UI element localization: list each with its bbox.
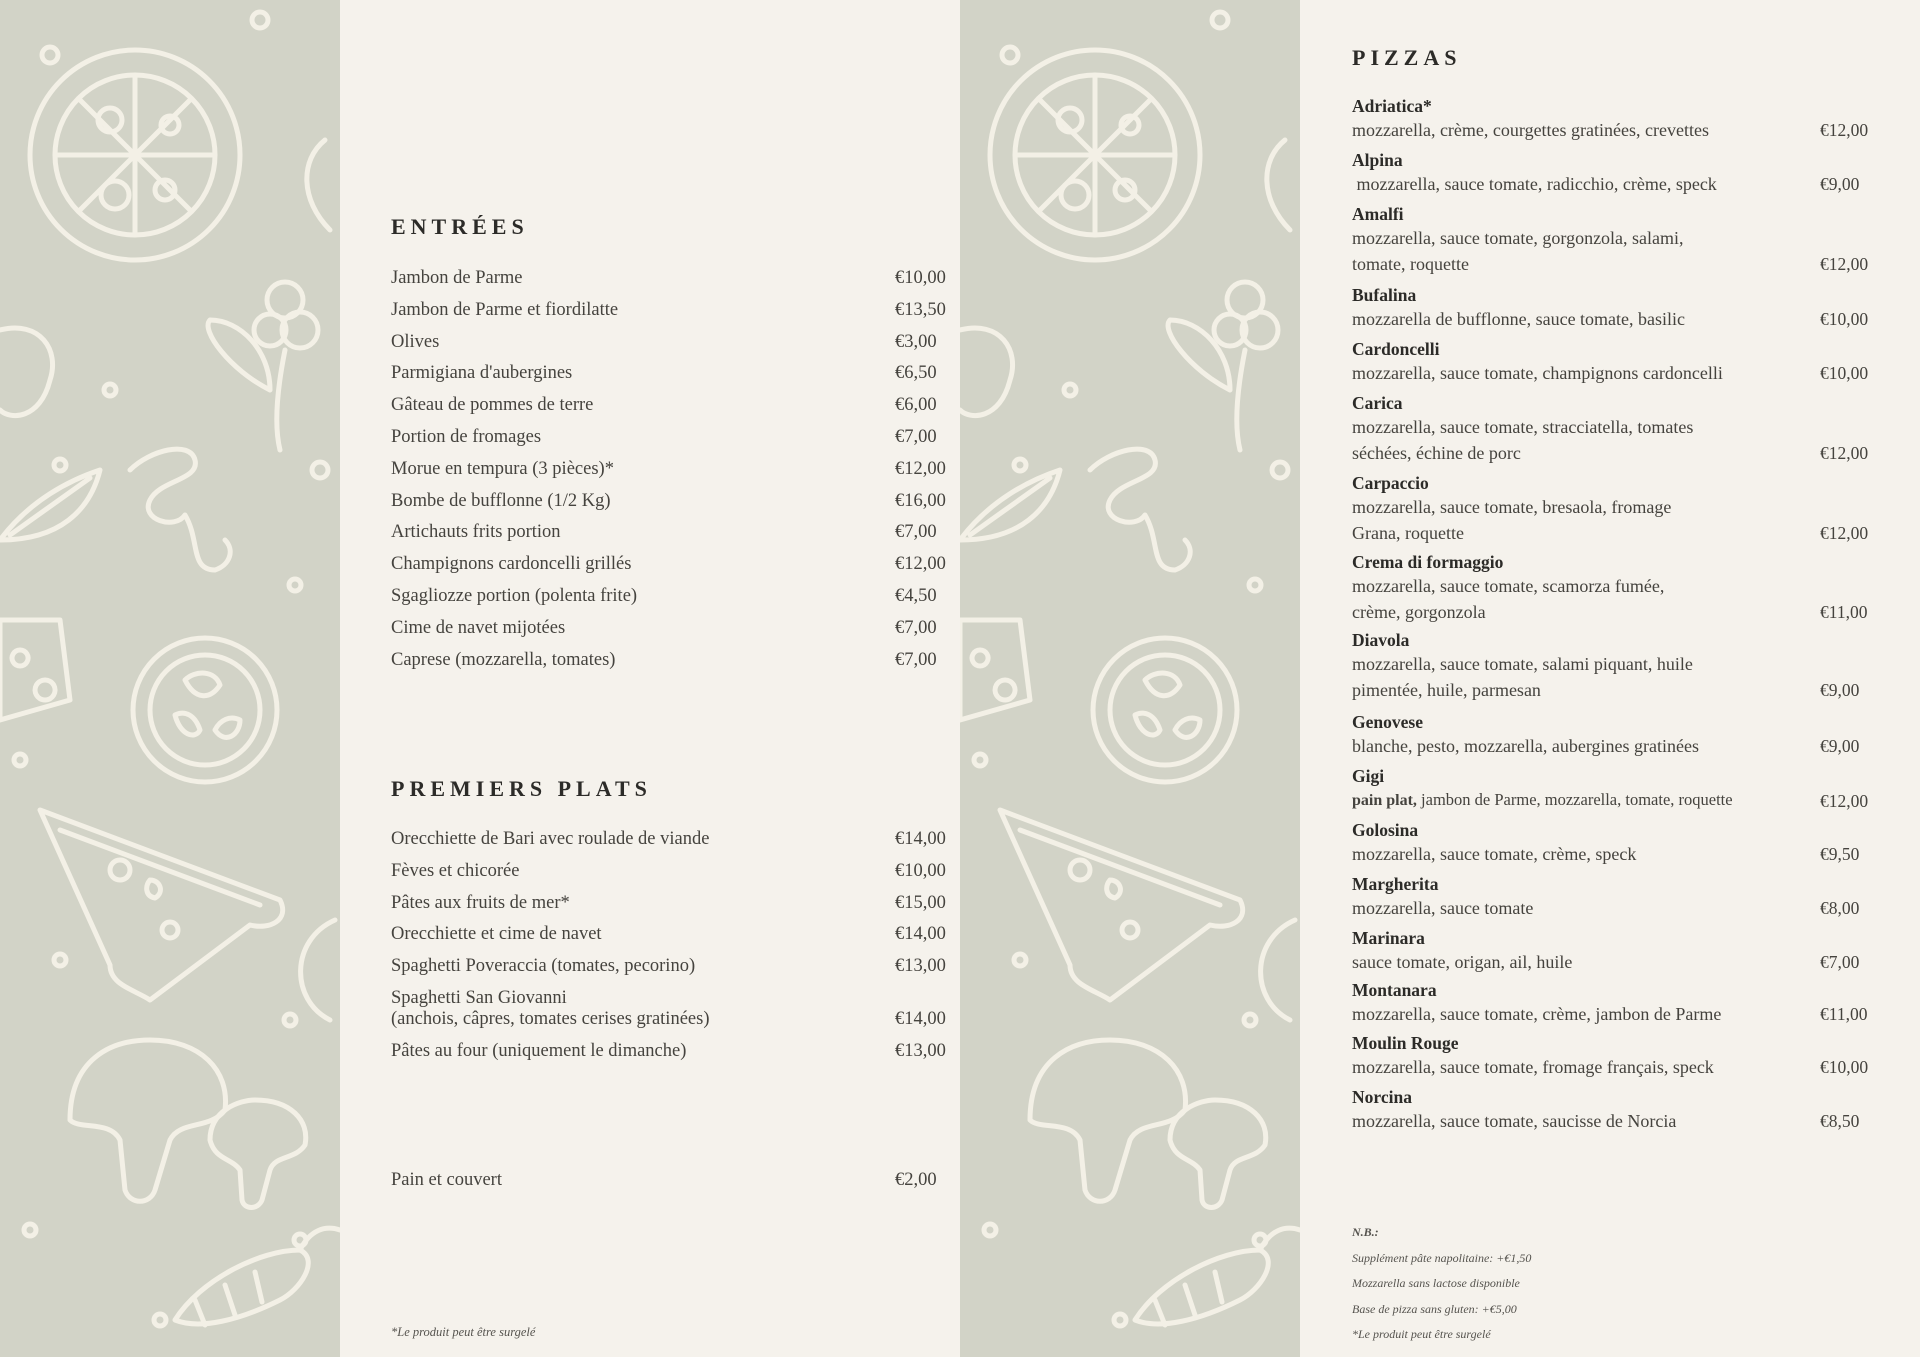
- pizza-row: [1352, 949, 1872, 975]
- menu-item: [391, 924, 947, 956]
- pizza-description: [1352, 949, 1792, 975]
- pizza-price: €12,00: [1820, 254, 1869, 274]
- premiers-plats-list: [391, 829, 947, 1073]
- pizza-description-line: mozzarella, sauce tomate, crème, speck: [1352, 844, 1637, 864]
- menu-item-name-line: Champignons cardoncelli grillés: [391, 554, 632, 575]
- menu-item-price: €13,00: [895, 1040, 946, 1061]
- pizza-item: [1352, 393, 1872, 466]
- premiers-plats-title: PREMIERS PLATS: [391, 776, 652, 801]
- note-line: Base de pizza sans gluten: +€5,00: [1352, 1301, 1517, 1316]
- cheese-doodle-icon: [0, 620, 70, 720]
- pizza-description: [1352, 414, 1792, 466]
- menu-item-name-line: Pâtes aux fruits de mer*: [391, 892, 570, 913]
- tomato-slice-doodle-icon: [133, 638, 277, 782]
- pizza-price: €12,00: [1820, 791, 1869, 811]
- menu-item-price: €6,00: [895, 395, 937, 416]
- cheese-doodle-icon: [960, 620, 1030, 720]
- pizza-description: [1352, 171, 1792, 197]
- menu-item-name: [391, 522, 561, 543]
- menu-item: [391, 956, 947, 988]
- pizza-item: [1352, 630, 1872, 703]
- pizza-description-line: mozzarella, sauce tomate, gorgonzola, salami,: [1352, 228, 1684, 248]
- menu-item-price: €4,50: [895, 585, 937, 606]
- pizza-row: [1352, 895, 1872, 921]
- pizza-description-line: mozzarella, sauce tomate, radicchio, crème, speck: [1352, 174, 1717, 194]
- menu-item-name: [391, 988, 709, 1030]
- menu-item-name-line: Parmigiana d'aubergines: [391, 363, 573, 384]
- menu-item-name-line: Morue en tempura (3 pièces)*: [391, 458, 614, 479]
- menu-item-name-line: Spaghetti San Giovanni: [391, 987, 567, 1008]
- menu-item: [391, 554, 947, 586]
- pizza-row: [1352, 1001, 1872, 1027]
- pizza-item: [1352, 473, 1872, 546]
- pizza-name: Alpina: [1352, 150, 1403, 170]
- pizza-row: [1352, 414, 1872, 466]
- pizza-name: Crema di formaggio: [1352, 552, 1504, 572]
- entrees-title: ENTRÉES: [391, 214, 529, 239]
- pizza-description: [1352, 733, 1792, 759]
- pizza-description-line: tomate, roquette: [1352, 254, 1469, 274]
- menu-item-name-line: Gâteau de pommes de terre: [391, 395, 594, 416]
- menu-item: [391, 300, 947, 332]
- menu-item: [391, 332, 947, 364]
- pizza-row: [1352, 573, 1872, 625]
- pattern-swirl-icon: [301, 140, 335, 1020]
- pizza-doodle-icon: [990, 50, 1200, 260]
- menu-item: [391, 618, 947, 650]
- pizza-name: Carpaccio: [1352, 473, 1429, 493]
- pizza-name: Adriatica*: [1352, 96, 1432, 116]
- pizza-description: [1352, 1001, 1792, 1027]
- menu-item: [391, 395, 947, 427]
- menu-item-name: [391, 300, 618, 321]
- pizza-item: [1352, 820, 1872, 867]
- pizza-price: €9,00: [1820, 680, 1860, 700]
- pizza-row: [1352, 787, 1872, 814]
- menu-item: [391, 491, 947, 523]
- menu-item-name-line: Jambon de Parme et fiordilatte: [391, 299, 619, 320]
- pizza-item: [1352, 1087, 1872, 1134]
- left-footnote: *Le produit peut être surgelé: [391, 1325, 536, 1339]
- pizza-name: Cardoncelli: [1352, 339, 1440, 359]
- menu-item-price: €13,50: [895, 299, 946, 320]
- notes-heading: N.B.:: [1352, 1225, 1379, 1239]
- pain-couvert-row: [391, 1170, 947, 1202]
- menu-item-name-line: Fèves et chicorée: [391, 860, 520, 881]
- menu-item-price: €16,00: [895, 490, 946, 511]
- note-line: Supplément pâte napolitaine: +€1,50: [1352, 1250, 1532, 1265]
- pizza-item: [1352, 874, 1872, 921]
- pizza-description: [1352, 494, 1792, 546]
- pizza-price: €11,00: [1820, 1004, 1868, 1024]
- pizza-name: Genovese: [1352, 712, 1423, 732]
- menu-item-name-line: Cime de navet mijotées: [391, 617, 566, 638]
- pizza-slice-doodle-icon: [1000, 810, 1243, 1000]
- pizza-description-line: mozzarella, sauce tomate, salami piquant, huile: [1352, 654, 1693, 674]
- menu-item-name-line: Caprese (mozzarella, tomates): [391, 649, 616, 670]
- pasta-doodle-icon: [1090, 449, 1190, 570]
- pizza-item: [1352, 150, 1872, 197]
- pizza-price: €9,00: [1820, 736, 1860, 756]
- pizza-description: [1352, 225, 1792, 277]
- food-doodle-pattern: [0, 0, 340, 1357]
- pizza-name: Marinara: [1352, 928, 1425, 948]
- menu-item: [391, 427, 947, 459]
- pizza-notes: [1352, 1220, 1531, 1348]
- menu-item-name: [391, 1041, 686, 1062]
- menu-item-name: [391, 650, 615, 671]
- menu-item: [391, 1041, 947, 1073]
- pizza-description-line: mozzarella, crème, courgettes gratinées, crevettes: [1352, 120, 1709, 140]
- pasta-doodle-icon: [130, 449, 230, 570]
- menu-item-price: €14,00: [895, 1008, 946, 1029]
- pizza-row: [1352, 306, 1872, 332]
- menu-item-name-line: Bombe de bufflonne (1/2 Kg): [391, 490, 611, 511]
- pizza-price: €7,00: [1820, 952, 1860, 972]
- menu-item-price: €7,00: [895, 617, 937, 638]
- pizza-description: [1352, 1054, 1792, 1080]
- pizza-description: [1352, 117, 1792, 143]
- menu-item: [391, 363, 947, 395]
- mushroom-doodle-icon: [960, 328, 1266, 1207]
- pizza-description-line: mozzarella, sauce tomate, bresaola, fromage: [1352, 497, 1672, 517]
- menu-item: [391, 268, 947, 300]
- menu-item-name: [391, 829, 709, 850]
- tomato-slice-doodle-icon: [1093, 638, 1237, 782]
- pizza-item: [1352, 928, 1872, 975]
- pizza-price: €8,00: [1820, 898, 1860, 918]
- pizza-item: [1352, 1033, 1872, 1080]
- pizza-price: €11,00: [1820, 602, 1868, 622]
- menu-item-name: [391, 427, 541, 448]
- pizza-description: [1352, 895, 1792, 921]
- pizza-description-line: mozzarella, sauce tomate, fromage français, speck: [1352, 1057, 1714, 1077]
- leaf-doodle-icon: [0, 470, 100, 540]
- pizza-item: [1352, 980, 1872, 1027]
- pizza-row: [1352, 1108, 1872, 1134]
- pizza-description-line: blanche, pesto, mozzarella, aubergines gratinées: [1352, 736, 1700, 756]
- menu-item-name: [391, 268, 523, 289]
- pizza-row: [1352, 841, 1872, 867]
- pepper-doodle-icon: [1135, 1228, 1300, 1325]
- pizza-name: Margherita: [1352, 874, 1439, 894]
- pizza-name: Montanara: [1352, 980, 1437, 1000]
- menu-item-price: €14,00: [895, 829, 946, 849]
- pizza-item: [1352, 712, 1872, 759]
- menu-item: [391, 988, 947, 1030]
- pizza-description: [1352, 360, 1792, 386]
- menu-item-name: [391, 395, 593, 416]
- pizza-item: [1352, 552, 1872, 625]
- menu-item-name: [391, 459, 614, 480]
- menu-item-name-line: Artichauts frits portion: [391, 522, 561, 543]
- entrees-list: [391, 268, 947, 681]
- menu-item: [391, 522, 947, 554]
- pizza-item: [1352, 766, 1872, 814]
- pizza-row: [1352, 1054, 1872, 1080]
- pizza-description-line: mozzarella, sauce tomate, crème, jambon de Parme: [1352, 1004, 1722, 1024]
- pizza-description-line: crème, gorgonzola: [1352, 602, 1486, 622]
- pizza-description-line: séchées, échine de porc: [1352, 443, 1521, 463]
- basil-doodle-icon: [1168, 282, 1278, 450]
- menu-item-price: €7,00: [895, 522, 937, 543]
- menu-item-name-line: (anchois, câpres, tomates cerises gratinées): [391, 1008, 710, 1029]
- menu-item: [391, 650, 947, 682]
- pizza-description-line: jambon de Parme, mozzarella, tomate, roquette: [1416, 790, 1733, 809]
- pizza-item: [1352, 285, 1872, 332]
- pizza-row: [1352, 117, 1872, 143]
- pizza-price: €8,50: [1820, 1111, 1860, 1131]
- leaf-doodle-icon: [960, 470, 1060, 540]
- menu-item-name-line: Jambon de Parme: [391, 268, 523, 288]
- food-doodle-pattern-right: [960, 0, 1300, 1357]
- menu-item-name-line: Sgagliozze portion (polenta frite): [391, 585, 638, 606]
- menu-item: [391, 893, 947, 925]
- pizza-name: Moulin Rouge: [1352, 1033, 1459, 1053]
- pizza-price: €10,00: [1820, 363, 1869, 383]
- menu-item-name: [391, 491, 611, 512]
- pizza-description-line: Grana, roquette: [1352, 523, 1464, 543]
- menu-item-name: [391, 861, 519, 882]
- pain-couvert-price: €2,00: [895, 1170, 937, 1190]
- menu-item-name-line: Portion de fromages: [391, 426, 542, 447]
- menu-item-name-line: Olives: [391, 331, 440, 352]
- menu-item: [391, 861, 947, 893]
- left-menu-page: [340, 0, 960, 1357]
- pizza-row: [1352, 733, 1872, 759]
- menu-item-name: [391, 586, 637, 607]
- pizza-description-line: mozzarella, sauce tomate, champignons cardoncelli: [1352, 363, 1723, 383]
- pizza-description: [1352, 1108, 1792, 1134]
- pizza-row: [1352, 651, 1872, 703]
- menu-item-name-line: Orecchiette et cime de navet: [391, 924, 602, 945]
- pizza-price: €12,00: [1820, 120, 1869, 140]
- pain-couvert-name: Pain et couvert: [391, 1170, 502, 1190]
- menu-item-price: €13,00: [895, 956, 946, 977]
- pepper-doodle-icon: [175, 1228, 340, 1325]
- menu-item: [391, 829, 947, 861]
- menu-item-name: [391, 554, 631, 575]
- menu-item-name: [391, 893, 570, 914]
- menu-item-name-line: Pâtes au four (uniquement le dimanche): [391, 1040, 687, 1061]
- pizza-description-line: mozzarella, sauce tomate, scamorza fumée,: [1352, 576, 1665, 596]
- pizza-doodle-icon: [30, 50, 240, 260]
- pizza-price: €12,00: [1820, 443, 1869, 463]
- pizza-item: [1352, 96, 1872, 143]
- pizzas-title: PIZZAS: [1352, 45, 1462, 70]
- menu-item-price: €12,00: [895, 458, 946, 479]
- menu-item-price: €3,00: [895, 331, 937, 352]
- pizza-description: [1352, 306, 1792, 332]
- pizza-row: [1352, 171, 1872, 197]
- menu-item-price: €6,50: [895, 363, 937, 384]
- pizza-description: [1352, 573, 1792, 625]
- menu-item-name: [391, 924, 602, 945]
- pizza-description: [1352, 651, 1792, 703]
- menu-item-name: [391, 332, 439, 353]
- menu-item-name: [391, 956, 695, 977]
- pizza-name: Diavola: [1352, 630, 1410, 650]
- pizza-description-line: mozzarella de bufflonne, sauce tomate, basilic: [1352, 309, 1686, 329]
- menu-item-name: [391, 618, 565, 639]
- pizza-row: [1352, 225, 1872, 277]
- basil-doodle-icon: [208, 282, 318, 450]
- pizza-name: Golosina: [1352, 820, 1419, 840]
- pizza-name: Gigi: [1352, 766, 1385, 786]
- pizza-name: Carica: [1352, 393, 1403, 413]
- pizza-description: [1352, 787, 1792, 814]
- menu-item: [391, 586, 947, 618]
- pizza-name: Bufalina: [1352, 285, 1417, 305]
- pizza-item: [1352, 204, 1872, 277]
- pizza-row: [1352, 360, 1872, 386]
- mushroom-doodle-icon: [0, 328, 306, 1207]
- menu-item-name-line: Orecchiette de Bari avec roulade de viande: [391, 829, 710, 849]
- pizza-description-line: mozzarella, sauce tomate, stracciatella, tomates: [1352, 417, 1694, 437]
- pizza-price: €10,00: [1820, 1057, 1869, 1077]
- pizza-price: €12,00: [1820, 523, 1869, 543]
- menu-item-price: €12,00: [895, 554, 946, 575]
- menu-item-price: €7,00: [895, 426, 937, 447]
- pizza-price: €9,00: [1820, 174, 1860, 194]
- menu-item-price: €15,00: [895, 892, 946, 913]
- pizza-row: [1352, 494, 1872, 546]
- menu-item-name: [391, 363, 572, 384]
- pizza-name: Amalfi: [1352, 204, 1404, 224]
- pizza-description-line: pimentée, huile, parmesan: [1352, 680, 1541, 700]
- pizza-description-line: sauce tomate, origan, ail, huile: [1352, 952, 1573, 972]
- pizza-description-bold: pain plat,: [1352, 792, 1417, 809]
- left-pattern-panel: [0, 0, 340, 1357]
- menu-item-price: €7,00: [895, 649, 937, 670]
- right-pattern-panel: [960, 0, 1300, 1357]
- pizza-description-line: mozzarella, sauce tomate: [1352, 898, 1534, 918]
- pattern-swirl-icon: [1261, 140, 1295, 1020]
- menu-item: [391, 459, 947, 491]
- pain-couvert: [391, 1170, 947, 1202]
- menu-item-name-line: Spaghetti Poveraccia (tomates, pecorino): [391, 956, 696, 977]
- menu-item-price: €10,00: [895, 860, 946, 881]
- note-line: *Le produit peut être surgelé: [1352, 1327, 1491, 1341]
- pizza-description: [1352, 841, 1792, 867]
- pizza-name: Norcina: [1352, 1087, 1412, 1107]
- pizza-price: €9,50: [1820, 844, 1860, 864]
- menu-item-price: €10,00: [895, 268, 946, 288]
- pizza-item: [1352, 339, 1872, 386]
- pizza-description-line: mozzarella, sauce tomate, saucisse de Norcia: [1352, 1111, 1677, 1131]
- pizza-slice-doodle-icon: [40, 810, 283, 1000]
- note-line: Mozzarella sans lactose disponible: [1352, 1276, 1520, 1290]
- pizza-price: €10,00: [1820, 309, 1869, 329]
- menu-item-price: €14,00: [895, 924, 946, 945]
- right-menu-page: [1300, 0, 1920, 1357]
